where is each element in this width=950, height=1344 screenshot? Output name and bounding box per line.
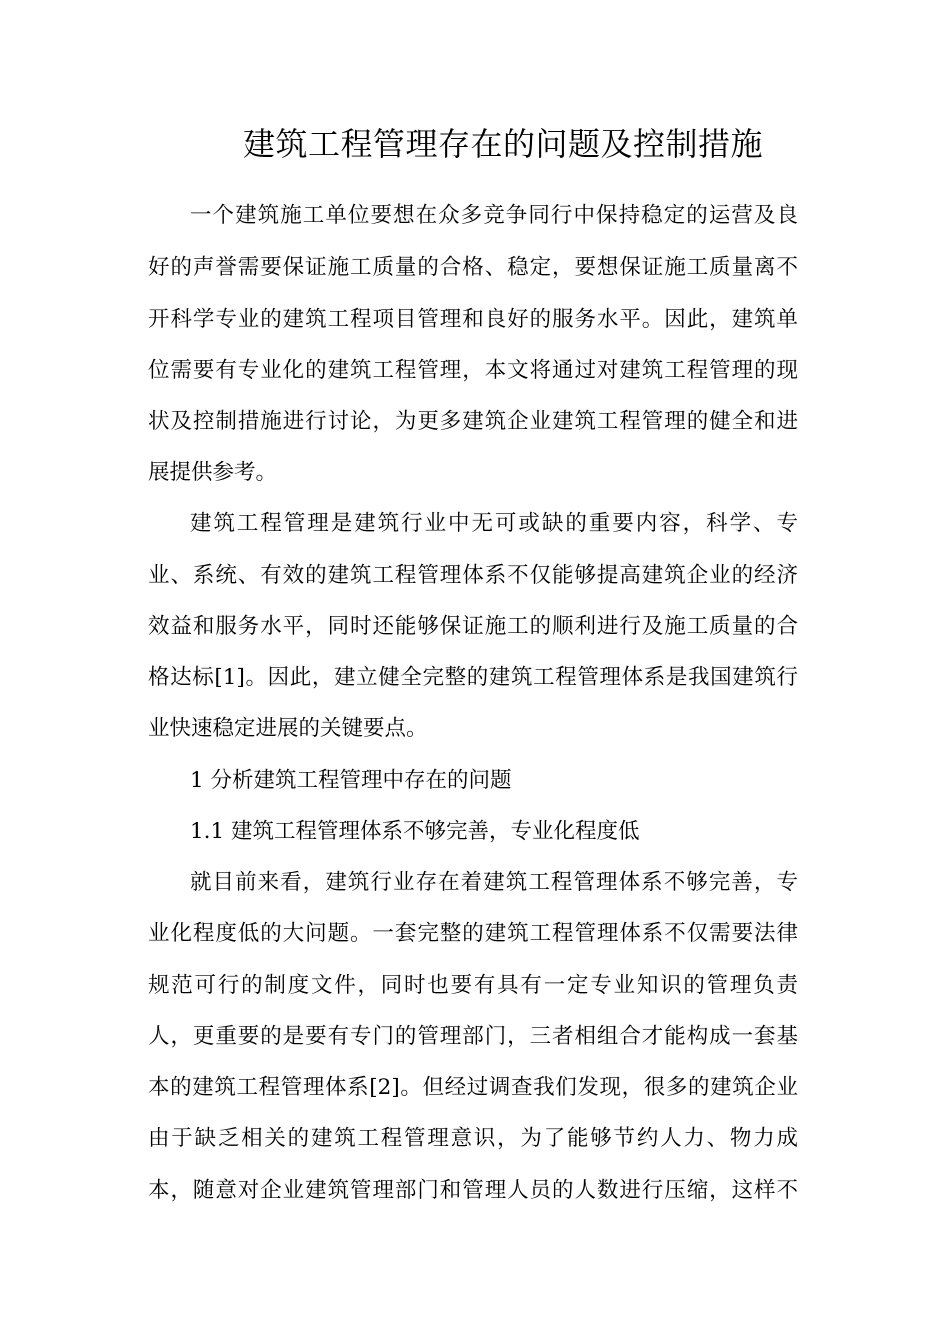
section-1-1-heading: 1.1 建筑工程管理体系不够完善，专业化程度低: [190, 819, 640, 844]
paragraph-2-line-5: 业快速稳定进展的关键要点。: [148, 716, 428, 741]
paragraph-2-line-1: 建筑工程管理是建筑行业中无可或缺的重要内容，科学、专: [190, 511, 798, 536]
paragraph-3-line-5: 本的建筑工程管理体系[2]。但经过调查我们发现，很多的建筑企业: [148, 1075, 798, 1100]
paragraph-2-line-4: 格达标[1]。因此，建立健全完整的建筑工程管理体系是我国建筑行: [148, 665, 798, 690]
paragraph-1-line-4: 位需要有专业化的建筑工程管理，本文将通过对建筑工程管理的现: [148, 358, 798, 383]
paragraph-2-line-3: 效益和服务水平，同时还能够保证施工的顺利进行及施工质量的合: [148, 614, 798, 639]
paragraph-1-line-5: 状及控制措施进行讨论，为更多建筑企业建筑工程管理的健全和进: [148, 409, 798, 434]
paragraph-1-line-2: 好的声誉需要保证施工质量的合格、稳定，要想保证施工质量离不: [148, 255, 798, 280]
paragraph-3-line-3: 规范可行的制度文件，同时也要有具有一定专业知识的管理负责: [148, 973, 798, 998]
paragraph-3-line-1: 就目前来看，建筑行业存在着建筑工程管理体系不够完善，专: [190, 870, 798, 895]
paragraph-1-line-3: 开科学专业的建筑工程项目管理和良好的服务水平。因此，建筑单: [148, 307, 798, 332]
document-title: 建筑工程管理存在的问题及控制措施: [243, 125, 764, 163]
paragraph-3-line-7: 本，随意对企业建筑管理部门和管理人员的人数进行压缩，这样不: [148, 1178, 798, 1203]
paragraph-1-line-6: 展提供参考。: [148, 460, 278, 485]
section-1-heading: 1 分析建筑工程管理中存在的问题: [190, 768, 512, 793]
paragraph-3-line-2: 业化程度低的大问题。一套完整的建筑工程管理体系不仅需要法律: [148, 921, 798, 946]
paragraph-1-line-1: 一个建筑施工单位要想在众多竞争同行中保持稳定的运营及良: [190, 203, 798, 228]
paragraph-3-line-4: 人，更重要的是要有专门的管理部门，三者相组合才能构成一套基: [148, 1024, 798, 1049]
paragraph-3-line-6: 由于缺乏相关的建筑工程管理意识，为了能够节约人力、物力成: [148, 1126, 798, 1151]
paragraph-2-line-2: 业、系统、有效的建筑工程管理体系不仅能够提高建筑企业的经济: [148, 563, 798, 588]
